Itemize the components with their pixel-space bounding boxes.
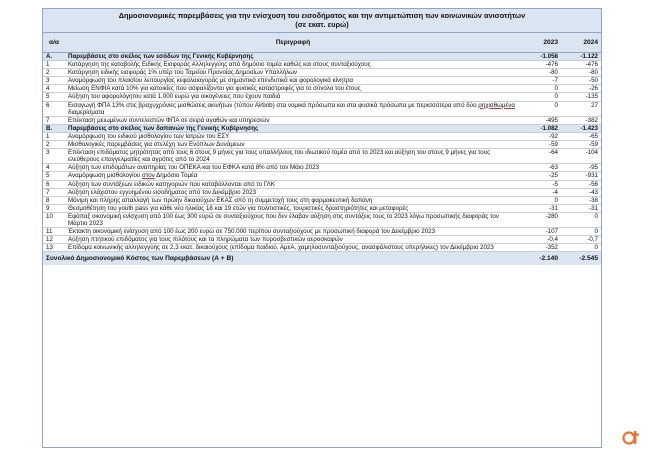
header-description: Περιγραφή [65, 33, 521, 53]
row-description-text: Αναμόρφωση μισθολογίου [68, 172, 143, 180]
table-body [43, 53, 601, 252]
row-description [65, 101, 521, 116]
row-description-text: Αναμόρφωση του ειδικού μισθολογίου των Ιατρών του ΕΣΥ [68, 132, 230, 140]
table-row [43, 244, 601, 252]
row-value-2024: -38 [561, 196, 601, 204]
section-code: A. [43, 53, 65, 61]
row-description-text: Κατάργηση ειδικής εισφοράς 1% υπέρ του Ταμείου Προνοίας Δημοσίων Υπαλλήλων [68, 69, 298, 77]
row-value-2024: -382 [561, 116, 601, 124]
row-number: 10 [43, 212, 65, 227]
row-number: 7 [43, 116, 65, 124]
row-value-2024: -104 [561, 149, 601, 164]
row-number: 5 [43, 172, 65, 180]
row-value-2023: -4 [521, 188, 561, 196]
row-value-2024: -50 [561, 77, 601, 85]
row-number: 1 [43, 132, 65, 140]
section-title: Παρεμβάσεις στο σκέλος των δαπανών της Γενικής Κυβέρνησης [65, 124, 521, 132]
table-row [43, 164, 601, 172]
table-row [43, 236, 601, 244]
row-description [65, 204, 521, 212]
row-value-2024: -26 [561, 85, 601, 93]
row-description [65, 180, 521, 188]
row-value-2023: 0 [521, 93, 561, 101]
row-value-2023: -92 [521, 132, 561, 140]
row-description [65, 141, 521, 149]
table-subtitle: (σε εκατ. ευρώ) [295, 20, 349, 29]
row-value-2024: -65 [561, 132, 601, 140]
table-row [43, 141, 601, 149]
row-value-2024: -31 [561, 204, 601, 212]
section-2024: -1.122 [561, 53, 601, 61]
row-value-2023: -280 [521, 212, 561, 227]
row-number: 11 [43, 228, 65, 236]
total-label: Συνολικό Δημοσιονομικό Κόστος των Παρεμβάσεων (Α + Β) [43, 252, 521, 266]
table-row [43, 69, 601, 77]
row-number: 4 [43, 85, 65, 93]
row-number: 2 [43, 141, 65, 149]
table-row [43, 85, 601, 93]
row-number: 3 [43, 149, 65, 164]
row-number: 1 [43, 61, 65, 69]
table-row [43, 228, 601, 236]
row-number: 7 [43, 188, 65, 196]
row-number: 8 [43, 196, 65, 204]
row-description-text: Μόνιμη και πλήρης απαλλαγή των πρώην δικαιούχων ΕΚΑΣ από τη συμμετοχή τους στη φαρμακευτική δαπάνη [68, 196, 373, 204]
row-value-2023: 0 [521, 196, 561, 204]
ot-logo-icon [621, 428, 641, 448]
table-row [43, 172, 601, 180]
row-value-2023: -63 [521, 164, 561, 172]
row-description-text: Αύξηση του αφορολόγητου κατά 1.000 ευρώ για οικογένειες που έχουν παιδιά [68, 93, 281, 101]
row-value-2024: -0,7 [561, 236, 601, 244]
row-description [65, 61, 521, 69]
row-value-2024: -43 [561, 188, 601, 196]
row-description [65, 172, 521, 180]
row-description [65, 132, 521, 140]
row-value-2023: -59 [521, 141, 561, 149]
header-num: α/α [43, 33, 65, 53]
row-description-text: Αύξηση των συντάξεων ειδικών κατηγοριών που καταβάλλονται από το ΓΛΚ [68, 180, 275, 188]
table-row [43, 93, 601, 101]
section-row [43, 53, 601, 61]
row-description-text: Αύξηση ελάχιστου εγγυημένου εισοδήματος από τον Δεκέμβριο 2023 [68, 188, 256, 196]
row-description-text: Αναμόρφωση του πλαισίου λειτουργίας κεφαλαιαγοράς με σημαντικά επενδυτικά και φορολογικά κίνητρα [68, 77, 354, 85]
header-2024: 2024 [561, 33, 601, 53]
section-2023: -1.058 [521, 53, 561, 61]
table-row [43, 196, 601, 204]
row-number: 3 [43, 77, 65, 85]
row-description [65, 236, 521, 244]
row-description-text-end: διαμερίσματα [68, 108, 105, 116]
row-description-text: Κατάργηση της καταβολής Ειδικής Εισφοράς Αλληλεγγύης από δημόσιο τομέα καθώς και στους συνταξιούχους [68, 61, 371, 69]
table-row [43, 116, 601, 124]
row-value-2024: -931 [561, 172, 601, 180]
row-description-text: Μείωση ΕΝΦΙΑ κατά 10% για κατοικίες που ασφαλίζονται για φυσικές καταστροφές για το σύνολο του έτους [68, 85, 361, 93]
row-description-text: Αύξηση πτητικού επιδόματος για τους πιλότους και τα πληρώματα των πυροσβεστικών αεροσκαφών [68, 236, 343, 244]
row-value-2024: -59 [561, 141, 601, 149]
row-value-2023: -352 [521, 244, 561, 252]
row-description-text: Αύξηση των επιδομάτων αναπηρίας του ΟΠΕΚΑ και του ΕΦΚΑ κατά 8% από τον Μάιο 2023 [68, 164, 320, 172]
row-description [65, 93, 521, 101]
table-row [43, 180, 601, 188]
table-row [43, 132, 601, 140]
row-description [65, 164, 521, 172]
row-value-2023: -0,4 [521, 236, 561, 244]
header-2023: 2023 [521, 33, 561, 53]
row-value-2024: 0 [561, 212, 601, 227]
row-value-2024: -56 [561, 180, 601, 188]
row-description [65, 228, 521, 236]
row-value-2023: -495 [521, 116, 561, 124]
row-description [65, 196, 521, 204]
row-description-text: Μισθολογικές παρεμβάσεις για στελέχη των Ενόπλων Δυνάμεων [68, 141, 245, 149]
row-description-text: Επέκταση επιδόματος μητρότητας από τους 6 στους 9 μήνες για τους υπαλλήλους του ιδιωτικού τομέα από το 2023 και αύξηση του στους 9 μήνες για τους ελεύθερους επαγγελματίες και αγρότες από το 2024 [68, 149, 491, 164]
row-value-2023: 0 [521, 85, 561, 93]
row-description-flagged-word: ρηχισθωμένα [478, 101, 515, 109]
row-value-2023: -64 [521, 149, 561, 164]
row-description-text: Επέκταση μειωμένων συντελεστών ΦΠΑ σε σειρά αγαθών και υπηρεσιών [68, 116, 270, 124]
row-value-2023: -25 [521, 172, 561, 180]
row-description-text: Εισαγωγή ΦΠΑ 13% στις βραχυχρόνιες μισθώσεις ακινήτων (τύπου Airbnb) στα νομικά πρόσωπα και στα φυσικά πρόσωπα με περισσότερα από δύο [68, 101, 479, 109]
row-description-text: Έκτακτη οικονομική ενίσχυση από 100 έως 200 ευρώ σε 750.000 περίπου συνταξιούχους με προσωπική διαφορά τον Δεκέμβριο 2023 [68, 228, 436, 236]
total-2024: -2.545 [561, 252, 601, 266]
row-value-2023: -80 [521, 69, 561, 77]
row-number: 13 [43, 244, 65, 252]
row-description [65, 212, 521, 227]
measures-table [43, 33, 601, 265]
row-description-flagged-word: στον [142, 172, 155, 180]
row-value-2024: -135 [561, 93, 601, 101]
table-row [43, 204, 601, 212]
row-value-2024: 27 [561, 101, 601, 116]
row-description-text: Εφάπαξ οικονομική ενίσχυση από 100 έως 300 ευρώ σε συνταξιούχους που δεν έλαβαν αύξηση στις συντάξεις τους το 2023 λόγω προσωπικής διαφοράς τον Μάρτιο 2023 [68, 212, 499, 227]
row-value-2023: -476 [521, 61, 561, 69]
row-number: 9 [43, 204, 65, 212]
row-value-2023: -107 [521, 228, 561, 236]
row-value-2024: -80 [561, 69, 601, 77]
row-description [65, 69, 521, 77]
total-2023: -2.140 [521, 252, 561, 266]
row-description [65, 149, 521, 164]
row-number: 6 [43, 101, 65, 116]
table-row [43, 77, 601, 85]
table-title-main: Δημοσιονομικές παρεμβάσεις για την ενίσχυση του εισοδήματος και την αντιμετώπιση των κοινωνικών ανισοτήτων [118, 11, 526, 20]
section-row [43, 124, 601, 132]
table-row [43, 188, 601, 196]
section-2023: -1.082 [521, 124, 561, 132]
row-number: 6 [43, 180, 65, 188]
table-row [43, 149, 601, 164]
table-row [43, 101, 601, 116]
row-description-text-end: Δημόσιο Τομέα [154, 172, 198, 180]
section-title: Παρεμβάσεις στο σκέλος των εσόδων της Γενικής Κυβέρνησης [65, 53, 521, 61]
section-2024: -1.423 [561, 124, 601, 132]
row-value-2023: -7 [521, 77, 561, 85]
row-value-2023: 0 [521, 101, 561, 116]
row-description-text: Θεσμοθέτηση του youth pass για κάθε νέο ηλικίας 18 και 19 ετών για πολιτιστικές, τουριστικές δραστηριότητες και μεταφορές [68, 204, 409, 212]
row-value-2024: -476 [561, 61, 601, 69]
row-value-2024: 0 [561, 228, 601, 236]
header-row [43, 33, 601, 53]
row-value-2023: -31 [521, 204, 561, 212]
table-title [43, 9, 601, 33]
row-description [65, 85, 521, 93]
row-number: 5 [43, 93, 65, 101]
row-value-2024: -95 [561, 164, 601, 172]
table-row [43, 212, 601, 227]
row-description [65, 244, 521, 252]
row-value-2024: 0 [561, 244, 601, 252]
total-row [43, 252, 601, 266]
row-description-text: Επίδομα κοινωνικής αλληλεγγύης σε 2,3 εκατ. δικαιούχους (επίδομα παιδιού, ΑμεΑ, χαμηλοσυνταξιούχους, ανασφάλιστους υπερήλικες) τον Δεκέμβριο 2023 [68, 244, 494, 252]
row-number: 12 [43, 236, 65, 244]
row-description [65, 116, 521, 124]
row-number: 4 [43, 164, 65, 172]
row-description [65, 77, 521, 85]
row-value-2023: -5 [521, 180, 561, 188]
row-description [65, 188, 521, 196]
table-row [43, 61, 601, 69]
row-number: 2 [43, 69, 65, 77]
section-code: B. [43, 124, 65, 132]
fiscal-measures-table-frame [42, 8, 602, 448]
